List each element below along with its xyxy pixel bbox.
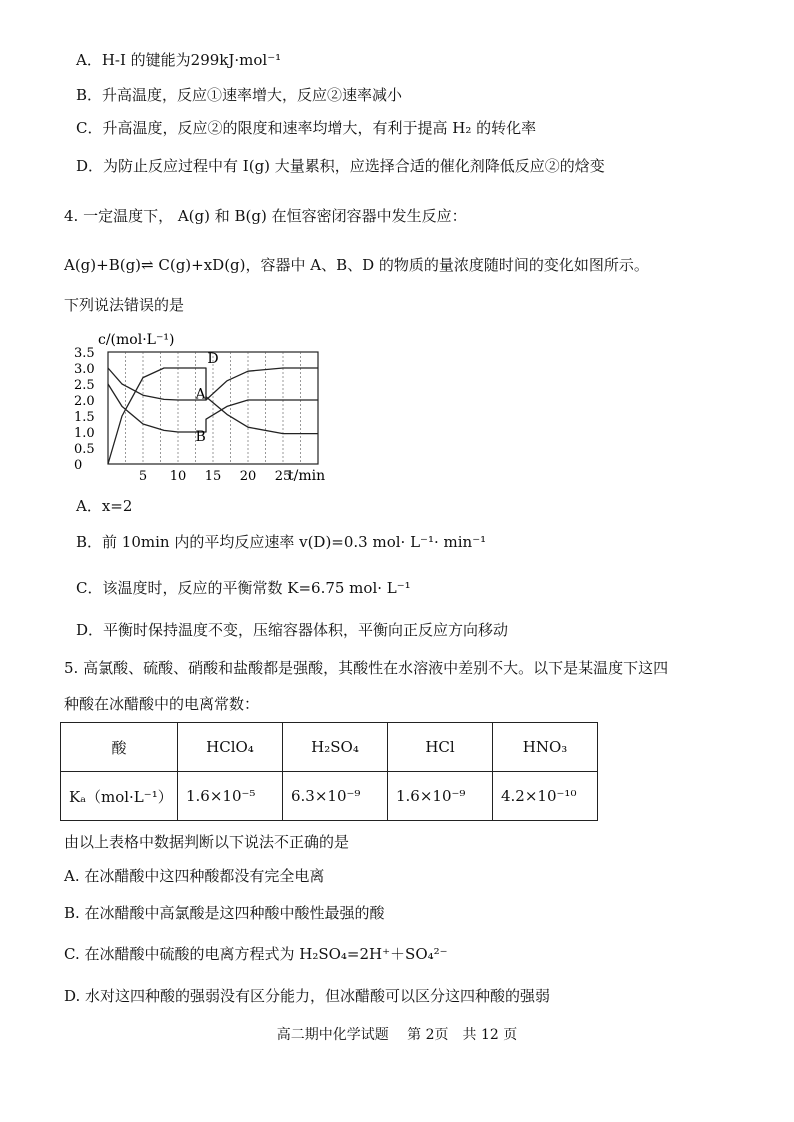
- q4-stem: 4. 一定温度下， A(g) 和 B(g) 在恒容密闭容器中发生反应：: [64, 207, 467, 225]
- chart-svg: [70, 330, 332, 486]
- q4-equation: A(g)+B(g)⇌ C(g)+xD(g)，容器中 A、B、D 的物质的量浓度随时间的变化如图所示。: [64, 256, 649, 274]
- q3-option-b: B．升高温度，反应①速率增大，反应②速率减小: [76, 86, 403, 104]
- series-label-b: B: [195, 428, 206, 445]
- y-tick-label: 2.0: [74, 394, 95, 409]
- table-header-cell: HNO₃: [493, 723, 598, 772]
- table-header-cell: 酸: [61, 723, 178, 772]
- ka-table: [60, 722, 598, 821]
- series-label-d: D: [207, 351, 219, 368]
- series-label-a: A: [195, 386, 206, 403]
- q5-stem-line2: 种酸在冰醋酸中的电离常数：: [64, 695, 260, 713]
- q5-stem-line1: 5. 高氯酸、硫酸、硝酸和盐酸都是强酸，其酸性在水溶液中差别不大。以下是某温度下这四: [64, 659, 669, 677]
- q5-option-d: D. 水对这四种酸的强弱没有区分能力，但冰醋酸可以区分这四种酸的强弱: [64, 987, 551, 1005]
- q3-option-a: A．H-I 的键能为299kJ·mol⁻¹: [76, 51, 282, 69]
- q4-option-c: C．该温度时，反应的平衡常数 K=6.75 mol· L⁻¹: [76, 579, 411, 597]
- y-tick-label: 3.5: [74, 346, 95, 361]
- chart-ticks: [74, 346, 291, 484]
- table-cell: 1.6×10⁻⁹: [388, 772, 493, 821]
- q4-option-a: A．x=2: [76, 497, 133, 515]
- q3-option-c: C．升高温度，反应②的限度和速率均增大，有利于提高 H₂ 的转化率: [76, 119, 537, 137]
- table-cell: 1.6×10⁻⁵: [178, 772, 283, 821]
- table-header-cell: HClO₄: [178, 723, 283, 772]
- y-tick-label: 0.5: [74, 442, 95, 457]
- concentration-time-chart: [70, 330, 332, 486]
- y-tick-label: 1.5: [74, 410, 95, 425]
- q5-option-b: B. 在冰醋酸中高氯酸是这四种酸中酸性最强的酸: [64, 904, 385, 922]
- table-cell: Kₐ（mol·L⁻¹）: [61, 772, 178, 821]
- q5-option-a: A. 在冰醋酸中这四种酸都没有完全电离: [64, 867, 325, 885]
- y-tick-label: 0: [74, 458, 83, 473]
- q4-option-b: B．前 10min 内的平均反应速率 v(D)=0.3 mol· L⁻¹· min⁻¹: [76, 533, 487, 551]
- x-tick-label: 15: [204, 469, 222, 484]
- q3-option-d: D．为防止反应过程中有 I(g) 大量累积，应选择合适的催化剂降低反应②的焓变: [76, 157, 605, 175]
- table-header-cell: H₂SO₄: [283, 723, 388, 772]
- y-axis-label: c/(mol·L⁻¹): [98, 332, 175, 348]
- table-cell: 4.2×10⁻¹⁰: [493, 772, 598, 821]
- table-header-row: [61, 723, 598, 772]
- q4-option-d: D．平衡时保持温度不变，压缩容器体积，平衡向正反应方向移动: [76, 621, 509, 639]
- table-header-cell: HCl: [388, 723, 493, 772]
- q5-option-c: C. 在冰醋酸中硫酸的电离方程式为 H₂SO₄=2H⁺＋SO₄²⁻: [64, 945, 448, 963]
- x-tick-label: 25: [274, 469, 292, 484]
- table-cell: 6.3×10⁻⁹: [283, 772, 388, 821]
- y-tick-label: 2.5: [74, 378, 95, 393]
- q5-question: 由以上表格中数据判断以下说法不正确的是: [64, 833, 350, 851]
- page-footer: 高二期中化学试题 第 2页 共 12 页: [276, 1027, 518, 1043]
- x-tick-label: 10: [169, 469, 187, 484]
- x-axis-label: t/min: [288, 468, 326, 484]
- x-tick-label: 20: [239, 469, 257, 484]
- y-tick-label: 1.0: [74, 426, 95, 441]
- y-tick-label: 3.0: [74, 362, 95, 377]
- q4-question: 下列说法错误的是: [64, 296, 185, 314]
- x-tick-label: 5: [138, 469, 148, 484]
- table-row: [61, 772, 598, 821]
